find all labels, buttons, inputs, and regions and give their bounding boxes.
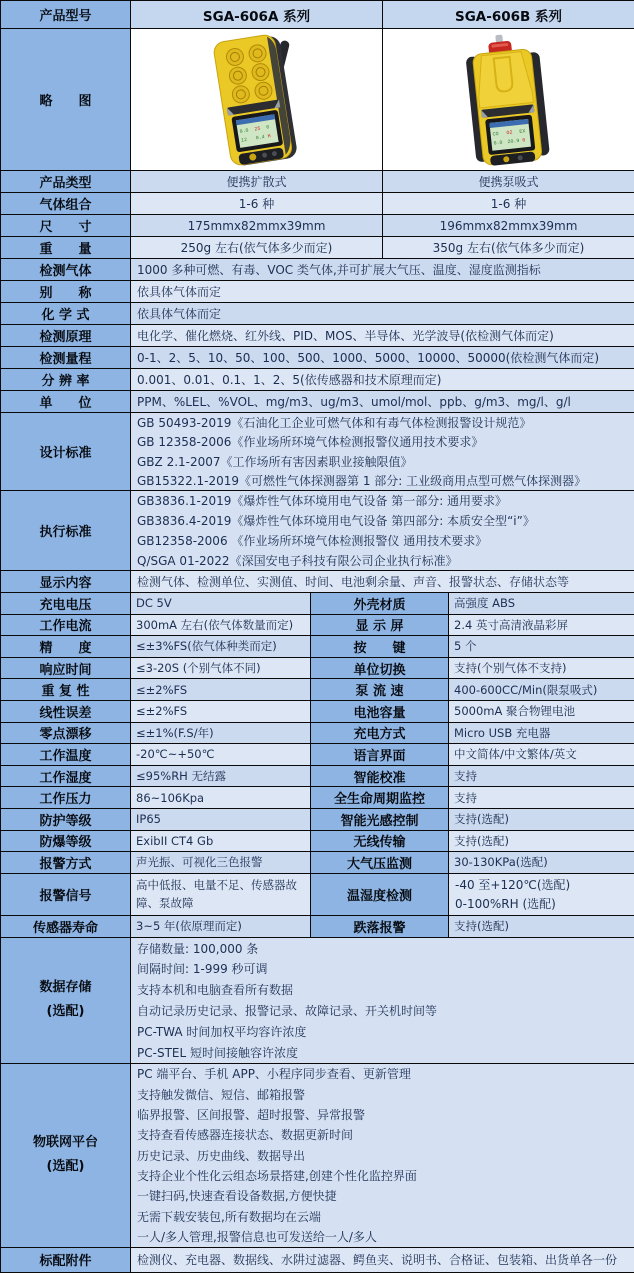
label-cell: 重 复 性 (1, 679, 131, 701)
standard-line: GB15322.1-2019《可燃性气体探测器第 1 部分: 工业级商用点型可燃气体探测器》 (137, 473, 587, 488)
value-cell: 依具体气体而定 (131, 281, 634, 303)
feature-line: PC-STEL 短时间接触容许浓度 (137, 1045, 298, 1060)
row-chemical-formula (1, 303, 634, 325)
label-cell: 显示内容 (1, 571, 131, 593)
row-product-model (1, 1, 634, 29)
label-cell: 温湿度检测 (311, 874, 449, 916)
value-cell: ≤±2%FS (131, 679, 311, 701)
row-execution-standards (1, 491, 634, 571)
label-cell: 显 示 屏 (311, 615, 449, 637)
label-cell: 防爆等级 (1, 831, 131, 853)
value-cell: 检测仪、充电器、数据线、水阱过滤器、鳄鱼夹、说明书、合格证、包装箱、出货单各一份 (131, 1248, 634, 1273)
svg-text:EX: EX (519, 129, 526, 135)
svg-text:25: 25 (254, 126, 261, 133)
label-cell: 工作温度 (1, 744, 131, 766)
label-cell (1, 938, 131, 1064)
svg-text:CO: CO (492, 132, 499, 138)
label-cell: 检测气体 (1, 259, 131, 281)
label-cell: 单位切换 (311, 658, 449, 680)
value-cell-a: 便携扩散式 (131, 171, 383, 193)
row-working-humidity (1, 766, 634, 788)
svg-text:0: 0 (265, 125, 270, 131)
value-cell: 电化学、催化燃烧、红外线、PID、MOS、半导体、光学波导(依检测气体而定) (131, 325, 634, 347)
label-cell: 重 量 (1, 237, 131, 259)
value-cell: 支持 (449, 787, 634, 809)
label-cell: 线性误差 (1, 701, 131, 723)
series-a-header: SGA-606A 系列 (131, 1, 383, 29)
value-cell: 5000mA 聚合物锂电池 (449, 701, 634, 723)
value-cell (131, 938, 634, 1064)
row-alias (1, 281, 634, 303)
row-iot-platform (1, 1064, 634, 1248)
value-cell: 0-1、2、5、10、50、100、500、1000、5000、10000、50000(依检测气体而定) (131, 347, 634, 369)
value-cell: ≤±1%(F.S/年) (131, 723, 311, 745)
value-cell: DC 5V (131, 593, 311, 615)
label-cell: 智能光感控制 (311, 809, 449, 831)
feature-line: 支持本机和电脑查看所有数据 (137, 983, 294, 998)
feature-line: PC 端平台、手机 APP、小程序同步查看、更新管理 (137, 1067, 411, 1082)
device-a-image-cell (131, 29, 383, 171)
label-cell (1, 1064, 131, 1248)
row-detected-gases (1, 259, 634, 281)
row-gas-combination (1, 193, 634, 215)
feature-line: 存储数量: 100,000 条 (137, 941, 259, 956)
value-cell: 检测气体、检测单位、实测值、时间、电池剩余量、声音、报警状态、存储状态等 (131, 571, 634, 593)
value-line: -40 至+120℃(选配) (455, 878, 571, 893)
standard-line: GB3836.1-2019《爆炸性气体环境用电气设备 第一部分: 通用要求》 (137, 494, 508, 509)
label-cell: 报警方式 (1, 852, 131, 874)
row-detection-range (1, 347, 634, 369)
label-cell: 电池容量 (311, 701, 449, 723)
standard-line: GB12358-2006 《作业场所环境气体检测报警仪 通用技术要求》 (137, 533, 488, 548)
feature-line: 间隔时间: 1-999 秒可调 (137, 962, 268, 977)
label-line: 数据存储 (39, 980, 92, 996)
sketch-label: 略 图 (1, 29, 131, 171)
feature-line: 历史记录、历史曲线、数据导出 (137, 1148, 306, 1163)
row-detection-principle (1, 325, 634, 347)
feature-line: 临界报警、区间报警、超时报警、异常报警 (137, 1108, 366, 1123)
row-alarm-signals (1, 874, 634, 916)
device-a-image (131, 29, 382, 170)
row-data-storage (1, 938, 634, 1064)
row-alarm-mode (1, 852, 634, 874)
row-dimensions (1, 215, 634, 237)
row-display-content (1, 571, 634, 593)
label-cell: 化 学 式 (1, 303, 131, 325)
value-cell: 400-600CC/Min(限泵吸式) (449, 679, 634, 701)
standard-line: GBZ 2.1-2007《工作场所有害因素职业接触限值》 (137, 454, 413, 469)
value-cell-b: 1-6 种 (383, 193, 634, 215)
row-unit (1, 391, 634, 413)
device-b-image (383, 29, 634, 170)
row-accuracy (1, 636, 634, 658)
feature-line: 支持触发微信、短信、邮箱报警 (137, 1087, 306, 1102)
label-cell: 产品类型 (1, 171, 131, 193)
svg-text:0.4: 0.4 (255, 134, 266, 142)
label-cell: 别 称 (1, 281, 131, 303)
value-cell: 声光振、可视化三色报警 (131, 852, 311, 874)
value-cell-a: 250g 左右(依气体多少而定) (131, 237, 383, 259)
svg-text:H: H (267, 134, 272, 140)
row-sensor-life (1, 916, 634, 938)
label-cell: 泵 流 速 (311, 679, 449, 701)
value-cell: ≤±3%FS(依气体种类而定) (131, 636, 311, 658)
label-cell: 报警信号 (1, 874, 131, 916)
label-cell: 工作湿度 (1, 766, 131, 788)
label-line: 物联网平台 (32, 1135, 98, 1151)
value-cell: 高强度 ABS (449, 593, 634, 615)
label-cell: 语言界面 (311, 744, 449, 766)
label-line: (选配) (46, 1159, 85, 1175)
feature-line: 一键扫码,快速查看设备数据,方便快捷 (137, 1189, 337, 1204)
value-cell: ≤3-20S (个别气体不同) (131, 658, 311, 680)
label-cell: 单 位 (1, 391, 131, 413)
feature-line: 自动记录历史记录、报警记录、故障记录、开关机时间等 (137, 1004, 438, 1019)
value-cell: 2.4 英寸高清液晶彩屏 (449, 615, 634, 637)
feature-line: 支持企业个性化云组态场景搭建,创建个性化监控界面 (137, 1169, 417, 1184)
label-cell: 防护等级 (1, 809, 131, 831)
label-cell: 精 度 (1, 636, 131, 658)
label-cell: 检测原理 (1, 325, 131, 347)
label-cell: 分 辨 率 (1, 369, 131, 391)
row-working-pressure (1, 787, 634, 809)
value-cell: ≤±2%FS (131, 701, 311, 723)
row-charging-voltage (1, 593, 634, 615)
product-model-label: 产品型号 (1, 1, 131, 29)
label-cell: 检测量程 (1, 347, 131, 369)
row-product-type (1, 171, 634, 193)
label-cell: 气体组合 (1, 193, 131, 215)
row-repeatability (1, 679, 634, 701)
value-cell: -20℃~+50℃ (131, 744, 311, 766)
row-weight (1, 237, 634, 259)
device-b-image-cell (383, 29, 634, 171)
value-cell: 高中低报、电量不足、传感器故障、泵故障 (131, 874, 311, 916)
svg-text:12: 12 (240, 137, 248, 144)
feature-line: 一人/多人管理,报警信息也可发送给一人/多人 (137, 1230, 377, 1245)
row-linearity-error (1, 701, 634, 723)
row-resolution (1, 369, 634, 391)
value-cell: 0.001、0.01、0.1、1、2、5(依传感器和技术原理而定) (131, 369, 634, 391)
value-cell (131, 1064, 634, 1248)
value-cell: 3~5 年(依原理而定) (131, 916, 311, 938)
value-cell (131, 413, 634, 491)
value-cell: 中文简体/中文繁体/英文 (449, 744, 634, 766)
row-sketch (1, 29, 634, 171)
label-cell: 充电方式 (311, 723, 449, 745)
label-cell: 无线传输 (311, 831, 449, 853)
value-cell: 依具体气体而定 (131, 303, 634, 325)
value-cell: 5 个 (449, 636, 634, 658)
label-cell: 标配附件 (1, 1248, 131, 1273)
standard-line: GB 12358-2006《作业场所环境气体检测报警仪通用技术要求》 (137, 435, 484, 450)
row-explosion-proof-rating (1, 831, 634, 853)
value-line: 0-100%RH (选配) (455, 897, 556, 912)
value-cell-a: 175mmx82mmx39mm (131, 215, 383, 237)
value-cell: 支持(选配) (449, 809, 634, 831)
value-cell: 支持(个别气体不支持) (449, 658, 634, 680)
label-cell: 跌落报警 (311, 916, 449, 938)
value-cell: 1000 多种可燃、有毒、VOC 类气体,并可扩展大气压、温度、湿度监测指标 (131, 259, 634, 281)
value-cell: 86~106Kpa (131, 787, 311, 809)
value-cell: 支持(选配) (449, 831, 634, 853)
value-cell: PPM、%LEL、%VOL、mg/m3、ug/m3、umol/mol、ppb、g/m3、mg/l、g/l (131, 391, 634, 413)
value-cell: ExibII CT4 Gb (131, 831, 311, 853)
value-cell: 30-130KPa(选配) (449, 852, 634, 874)
label-cell: 工作电流 (1, 615, 131, 637)
value-cell: 支持(选配) (449, 916, 634, 938)
label-cell: 尺 寸 (1, 215, 131, 237)
feature-line: PC-TWA 时间加权平均容许浓度 (137, 1024, 307, 1039)
value-cell: 300mA 左右(依气体数量而定) (131, 615, 311, 637)
label-cell: 设计标准 (1, 413, 131, 491)
label-cell: 传感器寿命 (1, 916, 131, 938)
standard-line: Q/SGA 01-2022《深国安电子科技有限公司企业执行标准》 (137, 553, 458, 568)
label-cell: 外壳材质 (311, 593, 449, 615)
label-cell: 大气压监测 (311, 852, 449, 874)
feature-line: 无需下载安装包,所有数据均在云端 (137, 1209, 321, 1224)
value-cell (131, 491, 634, 571)
series-b-header: SGA-606B 系列 (383, 1, 634, 29)
value-cell: Micro USB 充电器 (449, 723, 634, 745)
label-cell: 全生命周期监控 (311, 787, 449, 809)
value-cell-a: 1-6 种 (131, 193, 383, 215)
value-cell-b: 350g 左右(依气体多少而定) (383, 237, 634, 259)
row-working-current (1, 615, 634, 637)
svg-text:0.0: 0.0 (239, 128, 250, 135)
value-cell-b: 196mmx82mmx39mm (383, 215, 634, 237)
label-cell: 充电电压 (1, 593, 131, 615)
label-cell: 零点漂移 (1, 723, 131, 745)
row-standard-accessories (1, 1248, 634, 1273)
value-cell-b: 便携泵吸式 (383, 171, 634, 193)
value-cell: 支持 (449, 766, 634, 788)
label-line: (选配) (46, 1004, 85, 1020)
row-working-temperature (1, 744, 634, 766)
value-cell (449, 874, 634, 916)
label-cell: 响应时间 (1, 658, 131, 680)
row-protection-rating (1, 809, 634, 831)
standard-line: GB3836.4-2019《爆炸性气体环境用电气设备 第四部分: 本质安全型“i”》 (137, 514, 535, 529)
value-cell: IP65 (131, 809, 311, 831)
svg-text:0.0: 0.0 (493, 140, 503, 147)
label-cell: 智能校准 (311, 766, 449, 788)
row-response-time (1, 658, 634, 680)
row-zero-drift (1, 723, 634, 745)
label-cell: 执行标准 (1, 491, 131, 571)
svg-text:20.9: 20.9 (507, 138, 520, 146)
label-cell: 工作压力 (1, 787, 131, 809)
standard-line: GB 50493-2019《石油化工企业可燃气体和有毒气体检测报警设计规范》 (137, 416, 532, 431)
feature-line: 支持查看传感器连接状态、数据更新时间 (137, 1128, 354, 1143)
value-cell: ≤95%RH 无结露 (131, 766, 311, 788)
row-design-standards (1, 413, 634, 491)
svg-text:O2: O2 (506, 130, 513, 137)
svg-text:0: 0 (522, 138, 526, 144)
label-cell: 按 键 (311, 636, 449, 658)
